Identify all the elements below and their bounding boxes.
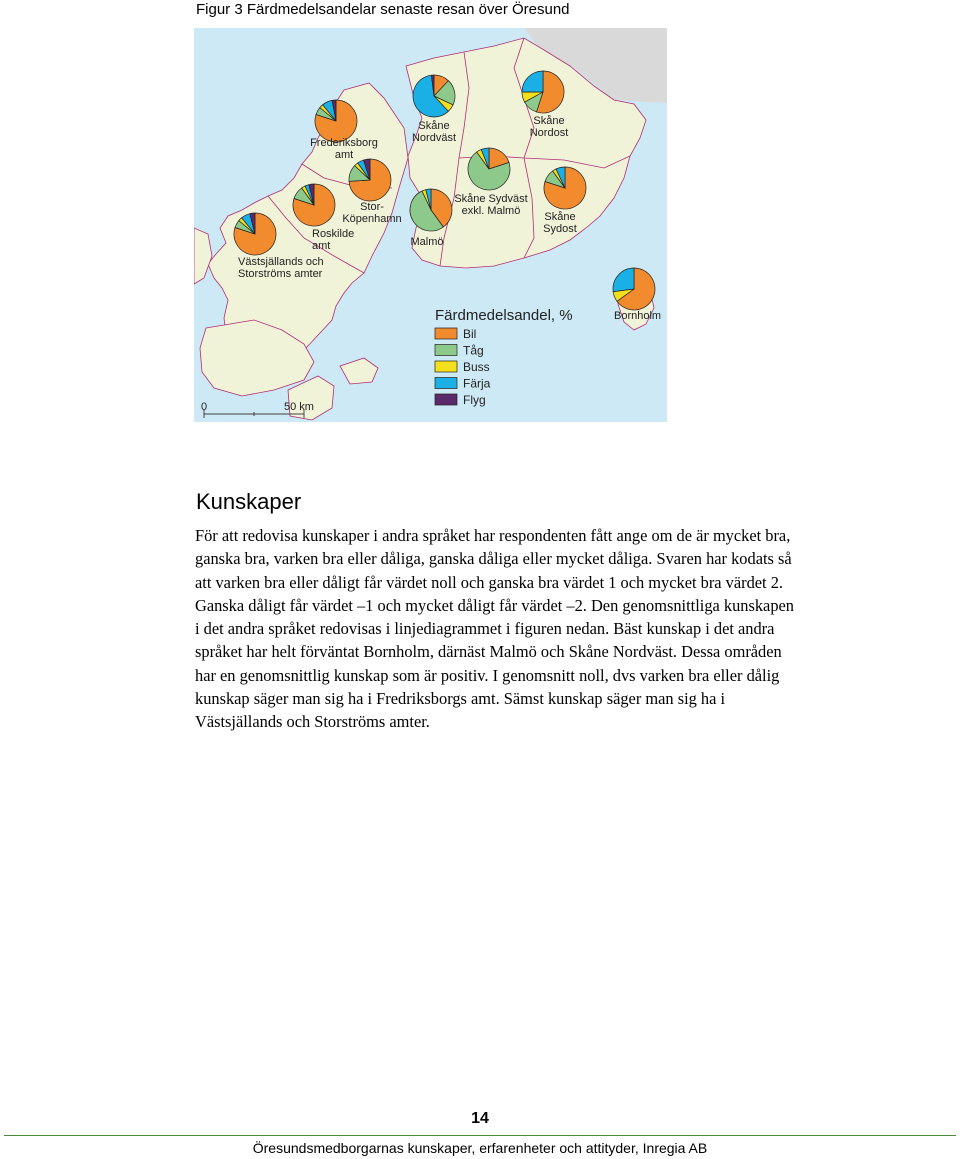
legend-label-flyg: Flyg (463, 393, 486, 407)
pie-skåne-sydost (544, 167, 586, 209)
pie-västsjällands-och-storströms-amter (234, 213, 276, 255)
travel-mode-map (194, 28, 667, 422)
footer-text: Öresundsmedborgarnas kunskaper, erfarenheter och attityder, Inregia AB (252, 1140, 708, 1156)
region-label: Malmö (410, 236, 444, 248)
legend-title: Färdmedelsandel, % (435, 307, 573, 324)
figure-caption: Figur 3 Färdmedelsandelar senaste resan över Öresund (196, 1, 570, 18)
pie-skåne-sydväst-exkl-malmö (468, 148, 510, 190)
pie-frederiksborg-amt (315, 100, 357, 142)
pie-skåne-nordväst (413, 75, 455, 117)
pie-skåne-nordost (522, 71, 564, 113)
section-heading: Kunskaper (196, 489, 302, 514)
section-body: För att redovisa kunskaper i andra språket har respondenten fått ange om de är mycket bra, ganska bra, varken bra eller dåliga, ganska dåliga eller mycket dåliga. Svaren har kodats så att varken bra eller dåligt får värdet noll och ganska bra värdet 1 och mycket bra värdet 2. Ganska dåligt får värdet –1 och mycket dåligt får värdet –2. Den genomsnittliga kunskapen i det andra språket redovisas i linjediagrammet i figuren nedan. Bäst kunskap i det andra språket har helt förväntat Bornholm, därnäst Malmö och Skåne Nordväst. Dessa områden har en genomsnittlig kunskap som är positiv. I genomsnitt noll, dvs varken bra eller dålig kunskap säger man sig ha i Fredriksborgs amt. Sämst kunskap säger man sig ha i Västsjällands och Storströms amter. (195, 526, 794, 732)
legend-label-färja: Färja (463, 376, 491, 391)
region-label: Skåne Nordost (529, 115, 569, 139)
scale-end: 50 km (284, 401, 314, 413)
region-label: Roskilde amt (312, 228, 355, 252)
pie-stor-köpenhamn (349, 159, 391, 201)
footer-rule (4, 1135, 956, 1136)
legend-swatch-färja (435, 378, 457, 389)
legend-swatch-flyg (435, 394, 457, 405)
scale-start: 0 (201, 401, 208, 413)
page-number: 14 (471, 1110, 489, 1127)
region-label: Skåne Sydost (543, 211, 577, 235)
legend-swatch-bil (435, 328, 457, 339)
legend-swatch-buss (435, 361, 457, 372)
region-label: Bornholm (614, 310, 662, 322)
legend-label-bil: Bil (463, 327, 477, 341)
region-label: Västsjällands och Storströms amter (238, 256, 324, 280)
region-label: Skåne Nordväst (411, 120, 457, 144)
legend-label-tåg: Tåg (463, 343, 484, 358)
region-label: Stor-Köpenhamn (342, 201, 402, 225)
pie-malmö (410, 189, 452, 231)
pie-roskilde-amt (293, 184, 335, 226)
region-label: Skåne Sydväst exkl. Malmö (454, 193, 528, 217)
pie-bornholm (613, 268, 655, 310)
region-label: Frederiksborg amt (310, 137, 378, 161)
legend-label-buss: Buss (463, 360, 490, 374)
legend-swatch-tåg (435, 345, 457, 356)
